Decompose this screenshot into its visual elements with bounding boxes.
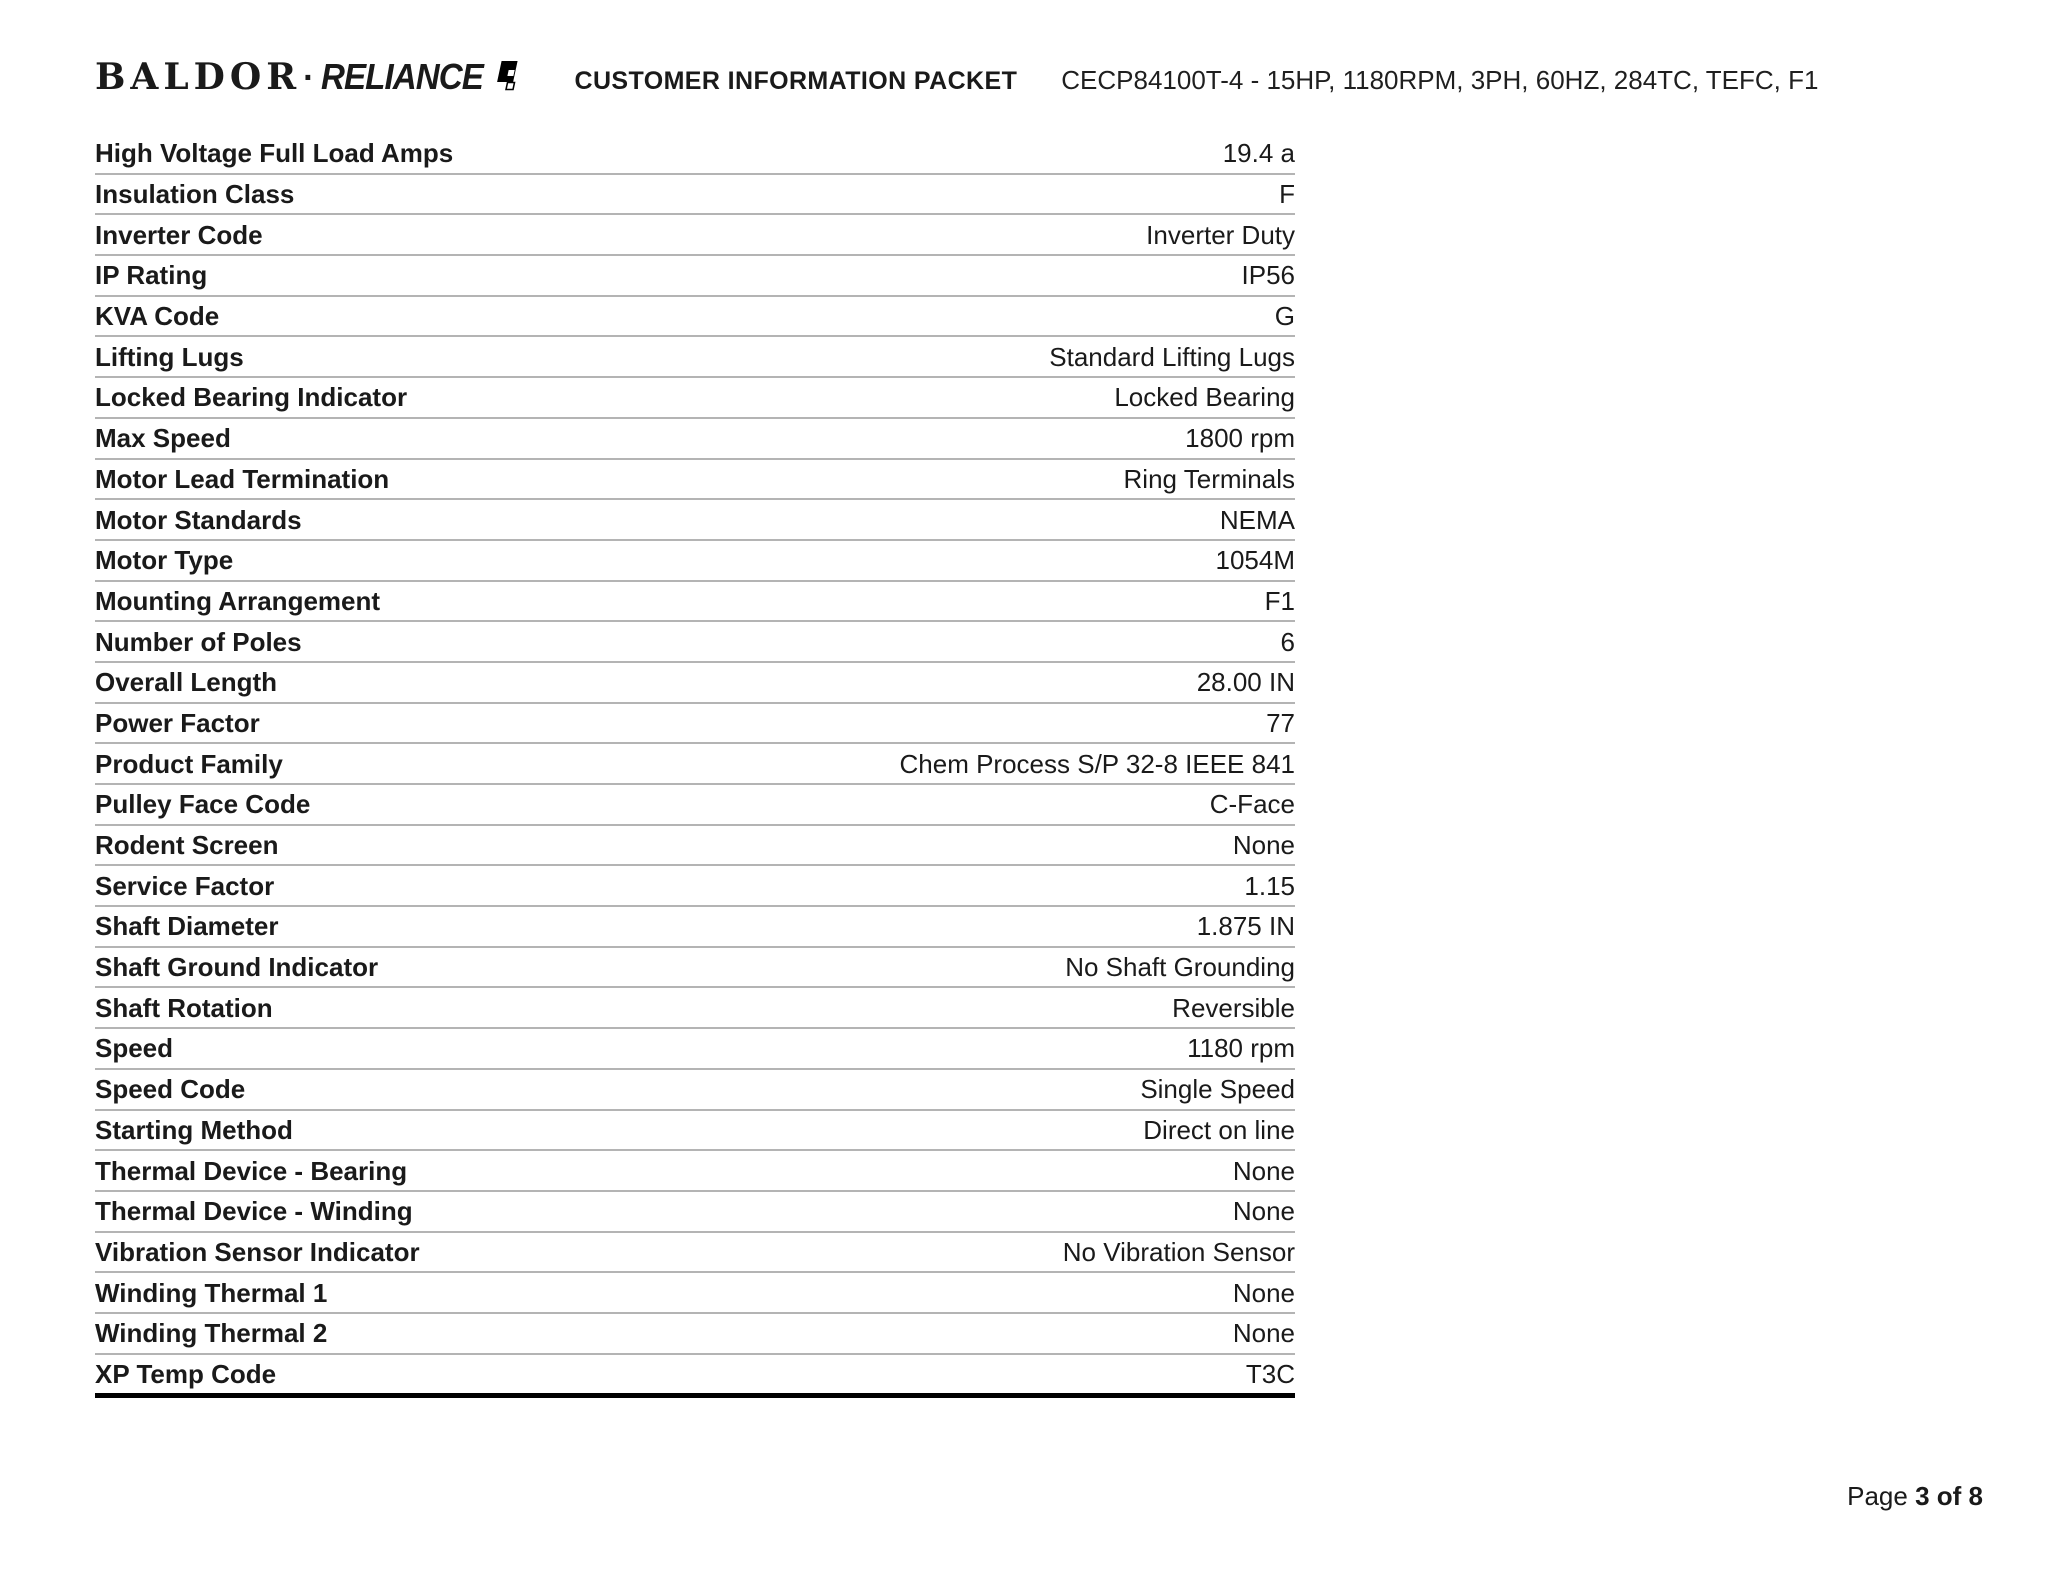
spec-label: Thermal Device - Winding xyxy=(95,1196,413,1227)
spec-row xyxy=(95,988,1295,1029)
spec-value: 1054M xyxy=(1215,545,1295,576)
spec-row xyxy=(95,1029,1295,1070)
spec-value: G xyxy=(1274,301,1295,332)
logo-baldor-wordmark: BALDOR xyxy=(95,56,302,98)
spec-row xyxy=(95,1273,1295,1314)
spec-label: Winding Thermal 2 xyxy=(95,1318,328,1349)
spec-value: C-Face xyxy=(1209,789,1295,820)
logo-dot-separator: · xyxy=(303,59,315,97)
spec-row xyxy=(95,256,1295,297)
product-code: CECP84100T-4 - 15HP, 1180RPM, 3PH, 60HZ, 284TC, TEFC, F1 xyxy=(1061,65,1819,95)
spec-value: None xyxy=(1232,1277,1295,1308)
reliance-trademark-icon xyxy=(495,59,523,96)
spec-value: T3C xyxy=(1245,1358,1295,1389)
page-header xyxy=(95,56,1818,98)
spec-value: IP56 xyxy=(1241,260,1295,291)
spec-label: KVA Code xyxy=(95,301,220,332)
spec-value: Locked Bearing xyxy=(1114,382,1295,413)
spec-label: Motor Lead Termination xyxy=(95,463,390,494)
spec-table xyxy=(95,134,1295,1398)
baldor-reliance-logo xyxy=(95,56,523,98)
spec-value: Single Speed xyxy=(1140,1074,1295,1105)
spec-label: Thermal Device - Bearing xyxy=(95,1155,408,1186)
spec-row xyxy=(95,948,1295,989)
spec-row xyxy=(95,175,1295,216)
spec-label: Motor Standards xyxy=(95,504,302,535)
spec-row xyxy=(95,582,1295,623)
spec-row xyxy=(95,744,1295,785)
spec-label: Rodent Screen xyxy=(95,830,279,861)
spec-label: High Voltage Full Load Amps xyxy=(95,138,454,169)
spec-label: Product Family xyxy=(95,748,283,779)
spec-value: 6 xyxy=(1280,626,1295,657)
spec-row xyxy=(95,1151,1295,1192)
spec-value: Ring Terminals xyxy=(1123,463,1295,494)
spec-value: No Vibration Sensor xyxy=(1062,1236,1295,1267)
spec-label: Speed xyxy=(95,1033,174,1064)
spec-label: Service Factor xyxy=(95,870,275,901)
spec-row xyxy=(95,500,1295,541)
logo-reliance-wordmark: RELIANCE xyxy=(320,56,483,97)
spec-row xyxy=(95,378,1295,419)
spec-value: NEMA xyxy=(1219,504,1295,535)
spec-value: Chem Process S/P 32-8 IEEE 841 xyxy=(899,748,1295,779)
spec-row xyxy=(95,460,1295,501)
spec-label: Number of Poles xyxy=(95,626,302,657)
spec-value: 19.4 a xyxy=(1222,138,1295,169)
spec-label: Vibration Sensor Indicator xyxy=(95,1236,420,1267)
spec-row xyxy=(95,1355,1295,1394)
spec-label: Lifting Lugs xyxy=(95,341,244,372)
spec-row xyxy=(95,215,1295,256)
spec-value: 1800 rpm xyxy=(1185,423,1295,454)
spec-label: Shaft Diameter xyxy=(95,911,279,942)
spec-row xyxy=(95,1192,1295,1233)
spec-row xyxy=(95,663,1295,704)
page-footer xyxy=(1847,1481,1983,1512)
spec-label: Motor Type xyxy=(95,545,234,576)
spec-row xyxy=(95,1070,1295,1111)
spec-value: Standard Lifting Lugs xyxy=(1049,341,1295,372)
spec-row xyxy=(95,785,1295,826)
document-title: CUSTOMER INFORMATION PACKET xyxy=(574,67,1018,95)
spec-label: Winding Thermal 1 xyxy=(95,1277,328,1308)
spec-value: 1.15 xyxy=(1244,870,1295,901)
spec-row xyxy=(95,907,1295,948)
spec-row xyxy=(95,1314,1295,1355)
spec-value: 77 xyxy=(1266,707,1295,738)
spec-row xyxy=(95,704,1295,745)
spec-row xyxy=(95,297,1295,338)
spec-value: No Shaft Grounding xyxy=(1065,952,1295,983)
spec-row xyxy=(95,622,1295,663)
spec-value: 28.00 IN xyxy=(1196,667,1295,698)
spec-label: XP Temp Code xyxy=(95,1358,277,1389)
spec-value: Reversible xyxy=(1172,992,1295,1023)
spec-label: Insulation Class xyxy=(95,179,295,210)
spec-value: 1180 rpm xyxy=(1187,1033,1295,1064)
spec-value: None xyxy=(1232,1318,1295,1349)
spec-row xyxy=(95,1111,1295,1152)
spec-label: Power Factor xyxy=(95,707,260,738)
spec-label: Locked Bearing Indicator xyxy=(95,382,408,413)
spec-label: Speed Code xyxy=(95,1074,246,1105)
spec-row xyxy=(95,134,1295,175)
spec-value: None xyxy=(1232,830,1295,861)
spec-row xyxy=(95,866,1295,907)
spec-label: Mounting Arrangement xyxy=(95,585,381,616)
footer-page-word: Page xyxy=(1847,1481,1908,1511)
spec-value: F xyxy=(1279,179,1295,210)
footer-page-numbers: 3 of 8 xyxy=(1915,1481,1983,1511)
spec-label: Overall Length xyxy=(95,667,278,698)
spec-label: Inverter Code xyxy=(95,219,263,250)
spec-value: Inverter Duty xyxy=(1146,219,1295,250)
spec-row xyxy=(95,419,1295,460)
spec-label: IP Rating xyxy=(95,260,208,291)
spec-row xyxy=(95,826,1295,867)
spec-label: Shaft Ground Indicator xyxy=(95,952,379,983)
spec-label: Starting Method xyxy=(95,1114,293,1145)
spec-row xyxy=(95,1233,1295,1274)
spec-label: Shaft Rotation xyxy=(95,992,273,1023)
spec-row xyxy=(95,337,1295,378)
spec-value: None xyxy=(1232,1196,1295,1227)
spec-label: Pulley Face Code xyxy=(95,789,311,820)
spec-value: F1 xyxy=(1264,585,1295,616)
spec-value: None xyxy=(1232,1155,1295,1186)
spec-row xyxy=(95,541,1295,582)
spec-label: Max Speed xyxy=(95,423,231,454)
spec-value: Direct on line xyxy=(1143,1114,1295,1145)
spec-value: 1.875 IN xyxy=(1196,911,1295,942)
